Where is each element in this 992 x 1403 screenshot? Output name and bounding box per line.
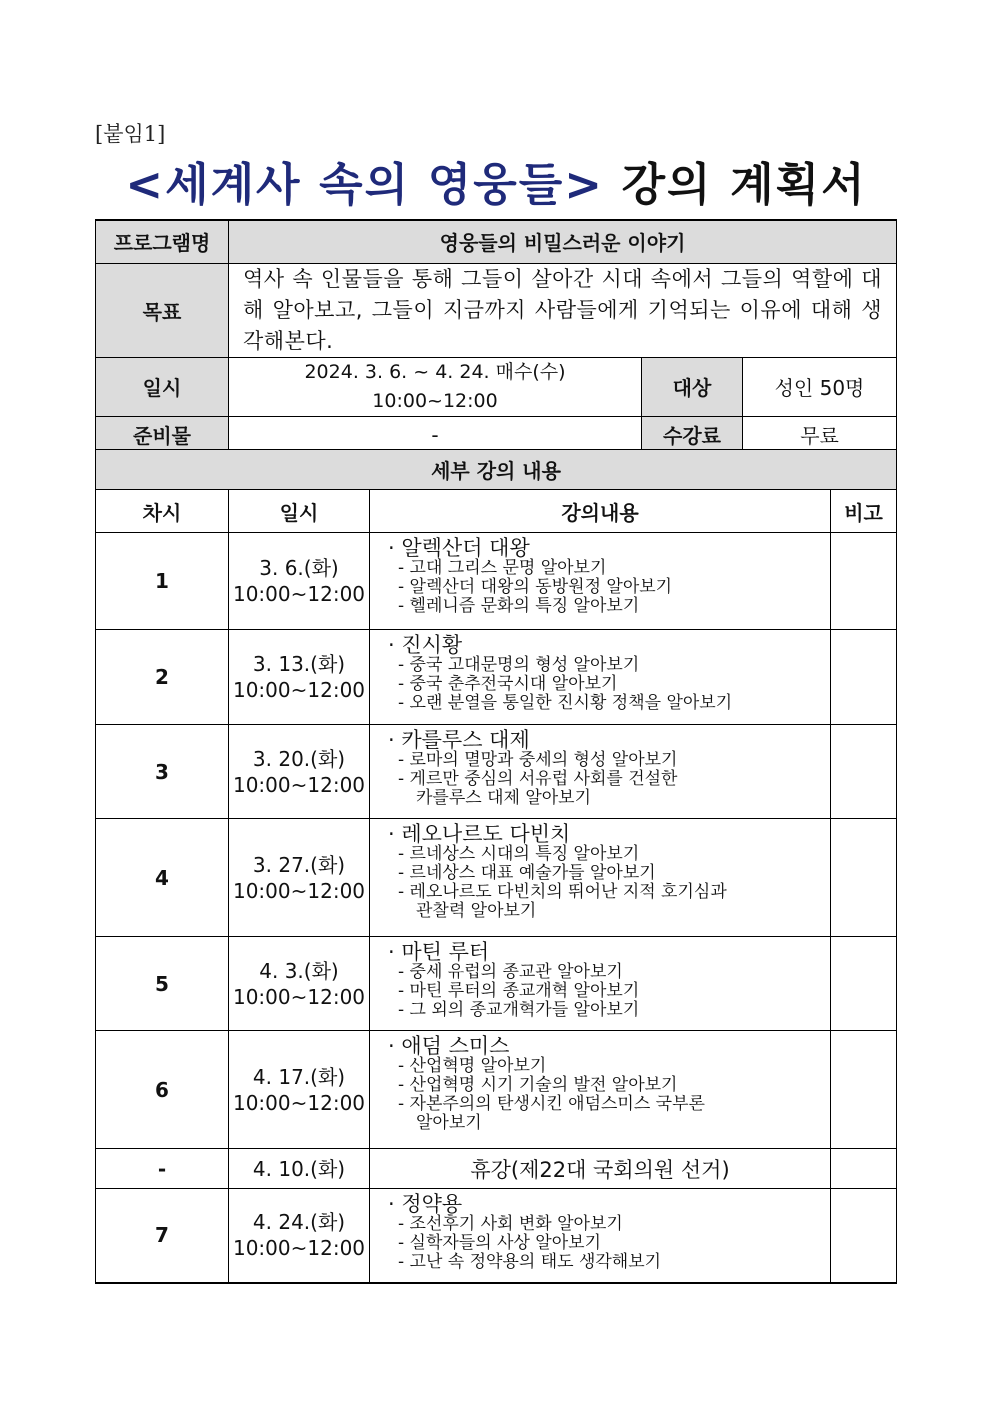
session-time: 10:00~12:00 — [232, 582, 366, 606]
session-content — [370, 1189, 831, 1283]
session-content — [370, 937, 831, 1031]
table-row — [96, 1149, 897, 1189]
session-time: 10:00~12:00 — [232, 678, 366, 702]
session-number: 7 — [96, 1189, 229, 1283]
session-subitem: - 조선후기 사회 변화 알아보기 — [398, 1214, 623, 1234]
session-topic: · 레오나르도 다빈치 — [388, 822, 571, 846]
session-subitem: - 자본주의의 탄생시킨 애덤스미스 국부론 — [398, 1094, 705, 1114]
fee-value-cell: 무료 — [743, 416, 897, 453]
session-content — [370, 533, 831, 630]
session-number: 4 — [96, 819, 229, 937]
session-date: 4. 24.(화) — [252, 1210, 346, 1235]
holiday-number: - — [96, 1149, 229, 1189]
schedule-label-cell: 일시 — [96, 357, 229, 416]
session-date: 4. 17.(화) — [252, 1064, 346, 1089]
session-datetime — [229, 1189, 370, 1283]
session-datetime — [229, 819, 370, 937]
col-header-content: 강의내용 — [370, 490, 831, 533]
title-part-1: <세계사 속의 영웅들> — [125, 158, 604, 211]
session-time: 10:00~12:00 — [232, 772, 366, 797]
document-title — [0, 148, 992, 213]
session-note — [831, 533, 897, 630]
session-content — [370, 1031, 831, 1149]
session-datetime — [229, 1031, 370, 1149]
session-time: 10:00~12:00 — [232, 1090, 366, 1115]
session-number: 2 — [96, 630, 229, 725]
session-date: 4. 3.(화) — [259, 958, 339, 983]
table-row — [96, 630, 897, 725]
session-subitem: - 로마의 멸망과 중세의 형성 알아보기 — [398, 750, 678, 770]
session-subitem: - 중세 유럽의 종교관 알아보기 — [398, 962, 623, 982]
session-time: 10:00~12:00 — [232, 984, 366, 1009]
session-subitem: 알아보기 — [416, 1113, 482, 1133]
session-subitem: - 중국 고대문명의 형성 알아보기 — [398, 655, 640, 675]
session-subitem: - 그 외의 종교개혁가들 알아보기 — [398, 1000, 640, 1020]
session-content — [370, 725, 831, 819]
session-note — [831, 1189, 897, 1283]
session-note — [831, 630, 897, 725]
session-datetime — [229, 725, 370, 819]
session-subitem: - 헬레니즘 문화의 특징 알아보기 — [398, 596, 640, 616]
fee-label-cell: 수강료 — [642, 416, 743, 453]
session-topic: · 알렉산더 대왕 — [388, 536, 530, 560]
session-subitem: - 게르만 중심의 서유럽 사회를 건설한 — [398, 769, 678, 789]
target-label-cell: 대상 — [642, 357, 743, 416]
session-datetime — [229, 630, 370, 725]
target-value-cell: 성인 50명 — [743, 357, 897, 416]
session-subitem: 카를루스 대제 알아보기 — [416, 788, 592, 808]
session-subitem: - 르네상스 대표 예술가들 알아보기 — [398, 863, 656, 883]
materials-label-cell: 준비물 — [96, 416, 229, 453]
session-subitem: - 산업혁명 시기 기술의 발전 알아보기 — [398, 1075, 678, 1095]
session-number: 6 — [96, 1031, 229, 1149]
session-number: 1 — [96, 533, 229, 630]
session-time: 10:00~12:00 — [232, 878, 366, 903]
session-topic: · 정약용 — [388, 1192, 463, 1216]
detail-section-title: 세부 강의 내용 — [96, 450, 897, 490]
session-note — [831, 937, 897, 1031]
schedule-value-cell — [229, 357, 642, 416]
table-row — [96, 937, 897, 1031]
session-date: 3. 20.(화) — [252, 746, 346, 771]
session-date: 3. 27.(화) — [252, 852, 346, 877]
session-subitem: - 중국 춘추전국시대 알아보기 — [398, 674, 618, 694]
session-subitem: - 오랜 분열을 통일한 진시황 정책을 알아보기 — [398, 693, 733, 713]
table-row — [96, 1189, 897, 1283]
program-value-cell: 영웅들의 비밀스러운 이야기 — [229, 220, 897, 263]
table-row — [96, 533, 897, 630]
attachment-label: [붙임1] — [95, 122, 166, 146]
session-time: 10:00~12:00 — [232, 1236, 366, 1261]
session-content — [370, 630, 831, 725]
table-row — [96, 725, 897, 819]
session-date: 3. 6.(화) — [259, 556, 339, 580]
schedule-time: 10:00~12:00 — [372, 389, 498, 412]
col-header-note: 비고 — [831, 490, 897, 533]
objective-value-cell: 역사 속 인물들을 통해 그들이 살아간 시대 속에서 그들의 역할에 대해 알아보고, 그들이 지금까지 사람들에게 기억되는 이유에 대해 생각해본다. — [229, 263, 897, 357]
session-subitem: - 마틴 루터의 종교개혁 알아보기 — [398, 981, 640, 1001]
program-label-cell: 프로그램명 — [96, 220, 229, 263]
session-content — [370, 819, 831, 937]
session-note — [831, 819, 897, 937]
session-subitem: - 고대 그리스 문명 알아보기 — [398, 558, 607, 578]
session-subitem: - 실학자들의 사상 알아보기 — [398, 1233, 601, 1253]
session-topic: · 애덤 스미스 — [388, 1034, 510, 1058]
session-date: 3. 13.(화) — [252, 652, 346, 676]
session-topic: · 마틴 루터 — [388, 940, 490, 964]
holiday-note — [831, 1149, 897, 1189]
session-subitem: 관찰력 알아보기 — [416, 901, 537, 921]
objective-label-cell: 목표 — [96, 263, 229, 357]
program-info-table — [95, 219, 897, 454]
holiday-date: 4. 10.(화) — [229, 1149, 370, 1189]
lecture-detail-table — [95, 449, 897, 1284]
session-topic: · 진시황 — [388, 633, 463, 657]
col-header-session: 차시 — [96, 490, 229, 533]
materials-value-cell: - — [229, 416, 642, 453]
table-row — [96, 819, 897, 937]
col-header-datetime: 일시 — [229, 490, 370, 533]
schedule-dates: 2024. 3. 6. ~ 4. 24. 매수(수) — [304, 360, 566, 383]
table-row — [96, 1031, 897, 1149]
session-subitem: - 레오나르도 다빈치의 뛰어난 지적 호기심과 — [398, 882, 727, 902]
session-subitem: - 르네상스 시대의 특징 알아보기 — [398, 844, 640, 864]
session-number: 3 — [96, 725, 229, 819]
holiday-text: 휴강(제22대 국회의원 선거) — [370, 1149, 831, 1189]
session-note — [831, 1031, 897, 1149]
session-subitem: - 고난 속 정약용의 태도 생각해보기 — [398, 1252, 662, 1272]
session-subitem: - 알렉산더 대왕의 동방원정 알아보기 — [398, 577, 673, 597]
session-subitem: - 산업혁명 알아보기 — [398, 1056, 547, 1076]
session-number: 5 — [96, 937, 229, 1031]
title-part-2: 강의 계획서 — [621, 158, 867, 211]
session-datetime — [229, 937, 370, 1031]
session-datetime — [229, 533, 370, 630]
session-topic: · 카를루스 대제 — [388, 728, 530, 752]
session-note — [831, 725, 897, 819]
